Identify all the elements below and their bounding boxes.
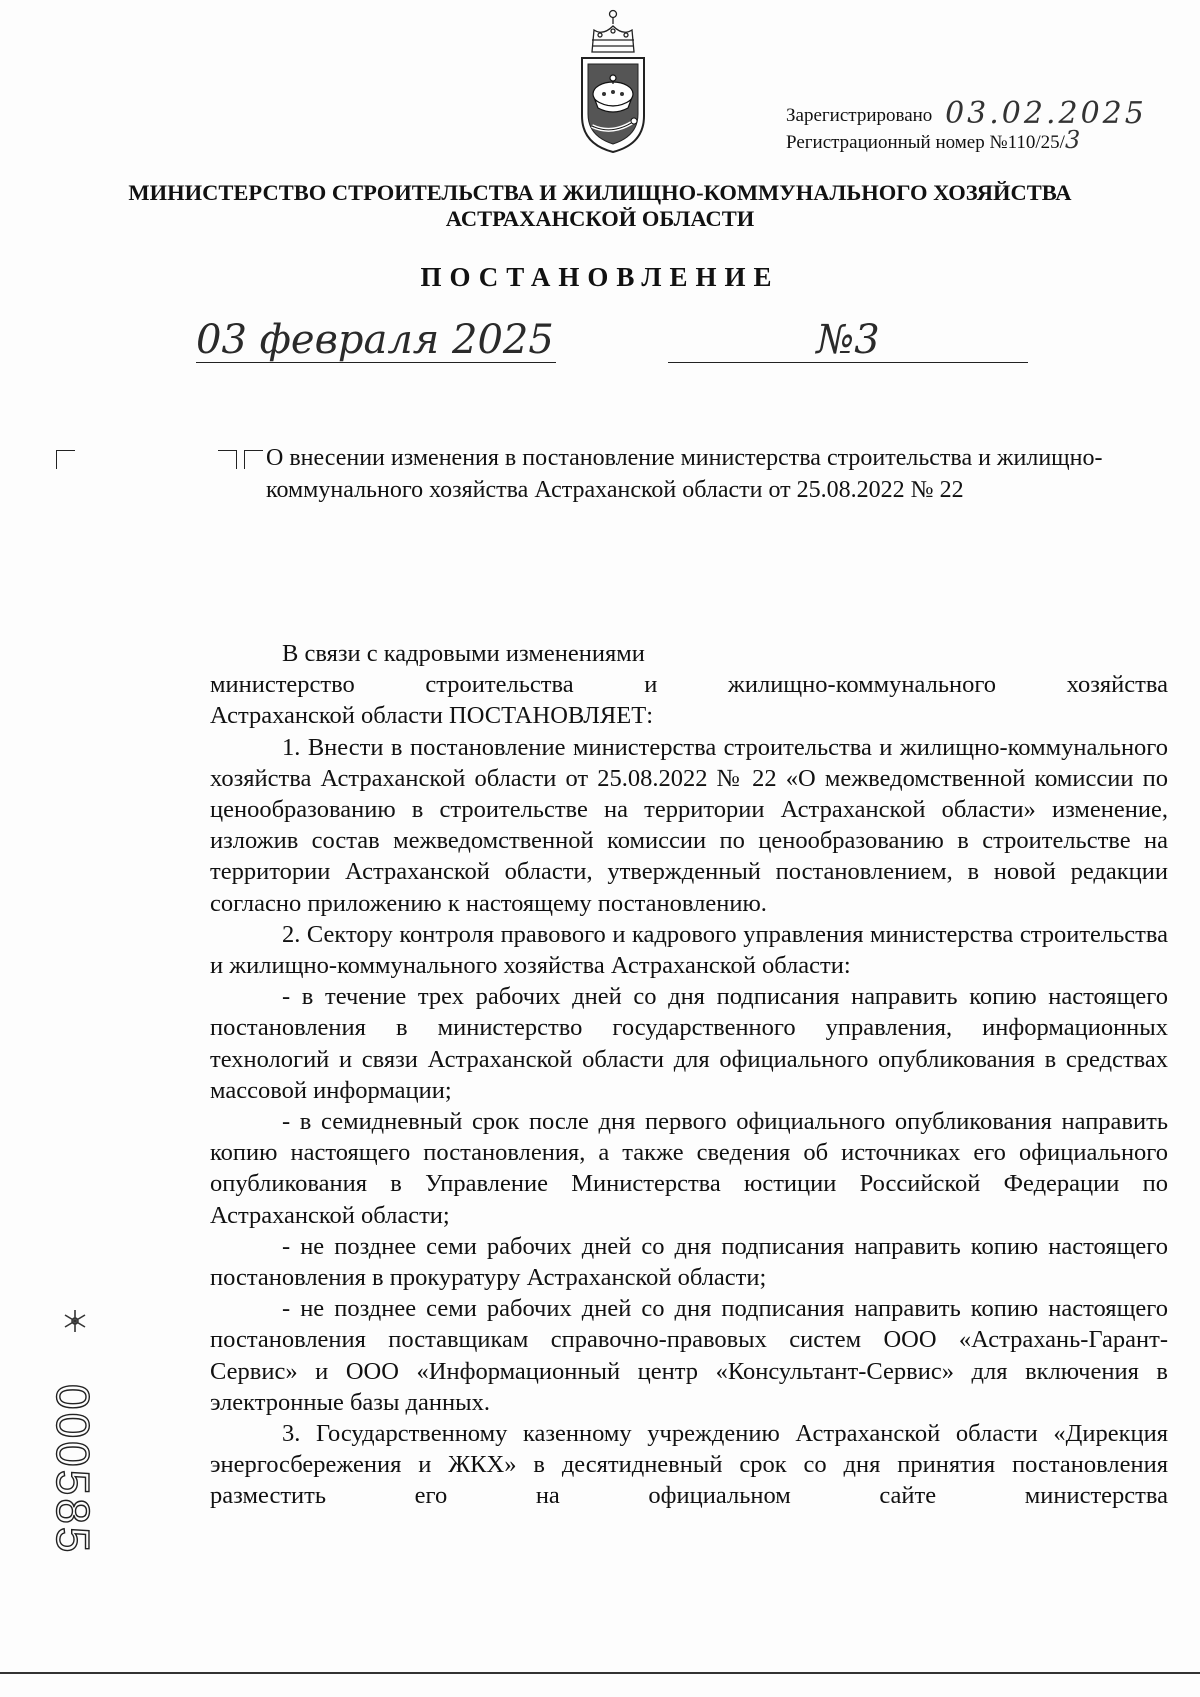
document-date-handwritten: 03 февраля 2025 bbox=[196, 318, 556, 363]
body-paragraph-preamble: В связи с кадровыми изменениями bbox=[282, 640, 645, 667]
document-type-title: ПОСТАНОВЛЕНИЕ bbox=[420, 262, 780, 292]
body-paragraph-ministry-line: министерство строительства и жилищно-коммунального хозяйства bbox=[210, 671, 1168, 699]
ministry-name-line1: МИНИСТЕРСТВО СТРОИТЕЛЬСТВА И ЖИЛИЩНО-КОММУНАЛЬНОГО ХОЗЯЙСТВА bbox=[128, 180, 1072, 205]
document-number-handwritten: №3 bbox=[668, 318, 1028, 363]
document-body bbox=[210, 638, 1168, 1512]
ministry-name-line2: АСТРАХАНСКОЙ ОБЛАСТИ bbox=[445, 206, 755, 231]
side-serial-number bbox=[44, 1384, 100, 1554]
body-paragraph-item-2-sub-1: - в течение трех рабочих дней со дня подписания направить копию настоящего постановления в министерство государственного управления, информационных технологий и связи Астраханской области для официального опубликования в средствах массовой информации; bbox=[210, 983, 1168, 1104]
body-paragraph-item-3: 3. Государственному казенному учреждению Астраханской области «Дирекция энергосбережения и ЖКХ» в десятидневный срок со дня принятия постановления разместить его на официальном сайте министерства bbox=[210, 1420, 1168, 1510]
registration-number-suffix: 3 bbox=[1064, 126, 1081, 154]
margin-corner-mark-left bbox=[56, 450, 75, 469]
body-paragraph-resolves: Астраханской области ПОСТАНОВЛЯЕТ: bbox=[210, 702, 653, 730]
coat-of-arms-emblem bbox=[568, 8, 658, 156]
registered-label: Зарегистрировано bbox=[786, 105, 933, 126]
registration-number-label: Регистрационный номер №110/25/ bbox=[786, 132, 1065, 153]
subject-corner-mark-left bbox=[244, 450, 263, 469]
registration-block bbox=[786, 96, 1147, 155]
body-paragraph-item-2-sub-3: - не позднее семи рабочих дней со дня подписания направить копию настоящего постановления в прокуратуру Астраханской области; bbox=[210, 1232, 1168, 1292]
document-subject: О внесении изменения в постановление министерства строительства и жилищно-коммунального хозяйства Астраханской области от 25.08.2022 № 22 bbox=[266, 445, 1103, 503]
page-bottom-border bbox=[0, 1672, 1200, 1674]
registered-date-handwritten: 03.02.2025 bbox=[945, 96, 1147, 131]
side-serial-number-text: 000585 bbox=[47, 1384, 99, 1556]
ministry-name bbox=[100, 180, 1100, 232]
body-paragraph-item-2-sub-2: - в семидневный срок после дня первого официального опубликования направить копию настоящего постановления, а также сведения об источниках его официального опубликования в Управление Министерства юстиции Российской Федерации по Астраханской области; bbox=[210, 1108, 1168, 1229]
body-paragraph-item-2: 2. Сектору контроля правового и кадрового управления министерства строительства и жилищно-коммунального хозяйства Астраханской области: bbox=[210, 920, 1168, 980]
subject-corner-mark-right bbox=[218, 450, 237, 469]
body-paragraph-item-2-sub-4: - не позднее семи рабочих дней со дня подписания направить копию настоящего постановления поставщикам справочно-правовых систем ООО «Астрахань-Гарант-Сервис» и ООО «Информационный центр «Консультант-Сервис» для включения в электронные базы данных. bbox=[210, 1295, 1168, 1416]
body-paragraph-item-1: 1. Внести в постановление министерства строительства и жилищно-коммунального хозяйства Астраханской области от 25.08.2022 № 22 «О межведомственной комиссии по ценообразованию в строительстве на территории Астраханской области» изменение, изложив состав межведомственной комиссии по ценообразованию в строительстве на территории Астраханской области, утвержденный постановлением, в новой редакции согласно приложению к настоящему постановлению. bbox=[210, 733, 1168, 917]
asterisk-mark-icon bbox=[62, 1308, 88, 1334]
